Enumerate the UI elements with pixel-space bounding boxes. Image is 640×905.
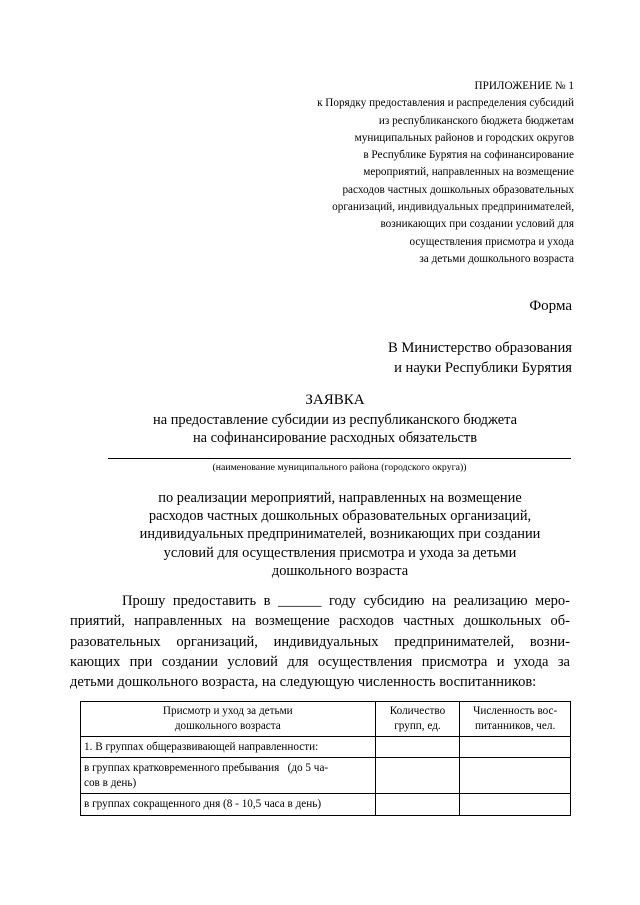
purpose-line: условий для осуществления присмотра и ухода за детьми xyxy=(163,544,517,561)
group-count-cell[interactable] xyxy=(375,794,460,816)
appendix-block xyxy=(317,78,574,268)
header-text: Количество xyxy=(389,705,446,717)
municipality-caption: (наименование муниципального района (городского округа)) xyxy=(212,462,467,473)
appendix-line: возникающих при создании условий для xyxy=(380,218,574,231)
appendix-title: ПРИЛОЖЕНИЕ № 1 xyxy=(474,80,574,92)
table-header-row xyxy=(81,702,571,737)
appendix-line: из республиканского бюджета бюджетам xyxy=(378,114,574,127)
addressee-line: В Министерство образования xyxy=(388,340,572,356)
pupil-count-cell[interactable] xyxy=(460,758,571,794)
header-text: дошкольного возраста xyxy=(174,720,281,732)
purpose-line: по реализации мероприятий, направленных на возмещение xyxy=(158,490,522,506)
subtitle-line: на предоставление субсидии из республиканского бюджета xyxy=(153,412,517,428)
appendix-line: организаций, индивидуальных предпринимателей, xyxy=(332,201,574,214)
header-text: Численность вос- xyxy=(473,705,558,717)
header-care-type xyxy=(81,702,376,737)
header-text: Присмотр и уход за детьми xyxy=(162,705,293,717)
row-label xyxy=(81,758,376,794)
addressee-block xyxy=(388,338,572,378)
appendix-line: муниципальных районов и городских округов xyxy=(354,131,574,144)
request-paragraph xyxy=(70,591,570,692)
purpose-block xyxy=(0,489,640,580)
paragraph-line: разовательных организаций, индивидуальных предпринимателей, возни- xyxy=(70,633,570,650)
appendix-line: мероприятий, направленных на возмещение xyxy=(363,166,574,179)
subtitle-line: на софинансирование расходных обязательств xyxy=(192,429,477,446)
row-label-text: сов в день) xyxy=(84,776,137,789)
header-text: групп, ед. xyxy=(394,720,441,732)
row-label-text: в группах кратковременного пребывания (до 5 ча- xyxy=(84,761,329,774)
paragraph-line: Прошу предоставить в ______ году субсидию на реализацию меро- xyxy=(122,593,570,609)
paragraph-line: кающих при создании условий для осуществления присмотра и ухода за xyxy=(70,653,570,670)
appendix-line: осуществления присмотра и ухода xyxy=(409,235,574,248)
document-title: ЗАЯВКА xyxy=(305,392,365,408)
municipality-fill-line xyxy=(108,458,571,459)
paragraph-line: приятий, направленных на возмещение расходов частных дошкольных об- xyxy=(70,613,570,630)
group-count-cell[interactable] xyxy=(375,737,460,758)
addressee-line: и науки Республики Бурятия xyxy=(394,360,572,376)
table-row xyxy=(81,758,571,794)
row-label: 1. В группах общеразвивающей направленности: xyxy=(81,737,376,758)
appendix-line: в Республике Бурятия на софинансирование xyxy=(363,149,574,162)
pupil-count-cell[interactable] xyxy=(460,794,571,816)
header-group-count xyxy=(375,702,460,737)
header-pupil-count xyxy=(460,702,571,737)
purpose-line: дошкольного возраста xyxy=(271,562,409,579)
purpose-line: индивидуальных предпринимателей, возникающих при создании xyxy=(139,526,541,543)
pupils-table xyxy=(80,701,571,816)
document-subtitle xyxy=(0,412,640,447)
table-row xyxy=(81,737,571,758)
form-label: Форма xyxy=(529,298,572,314)
table-row xyxy=(81,794,571,816)
purpose-line: расходов частных дошкольных образовательных организаций, xyxy=(148,508,532,525)
paragraph-line: детьми дошкольного возраста, на следующую численность воспитанников: xyxy=(70,674,537,691)
header-text: питанников, чел. xyxy=(475,720,556,732)
appendix-line: к Порядку предоставления и распределения субсидий xyxy=(317,97,574,110)
appendix-line: за детьми дошкольного возраста xyxy=(419,252,574,265)
appendix-line: расходов частных дошкольных образовательных xyxy=(342,183,574,196)
row-label: в группах сокращенного дня (8 - 10,5 часа в день) xyxy=(81,794,376,816)
pupil-count-cell[interactable] xyxy=(460,737,571,758)
group-count-cell[interactable] xyxy=(375,758,460,794)
